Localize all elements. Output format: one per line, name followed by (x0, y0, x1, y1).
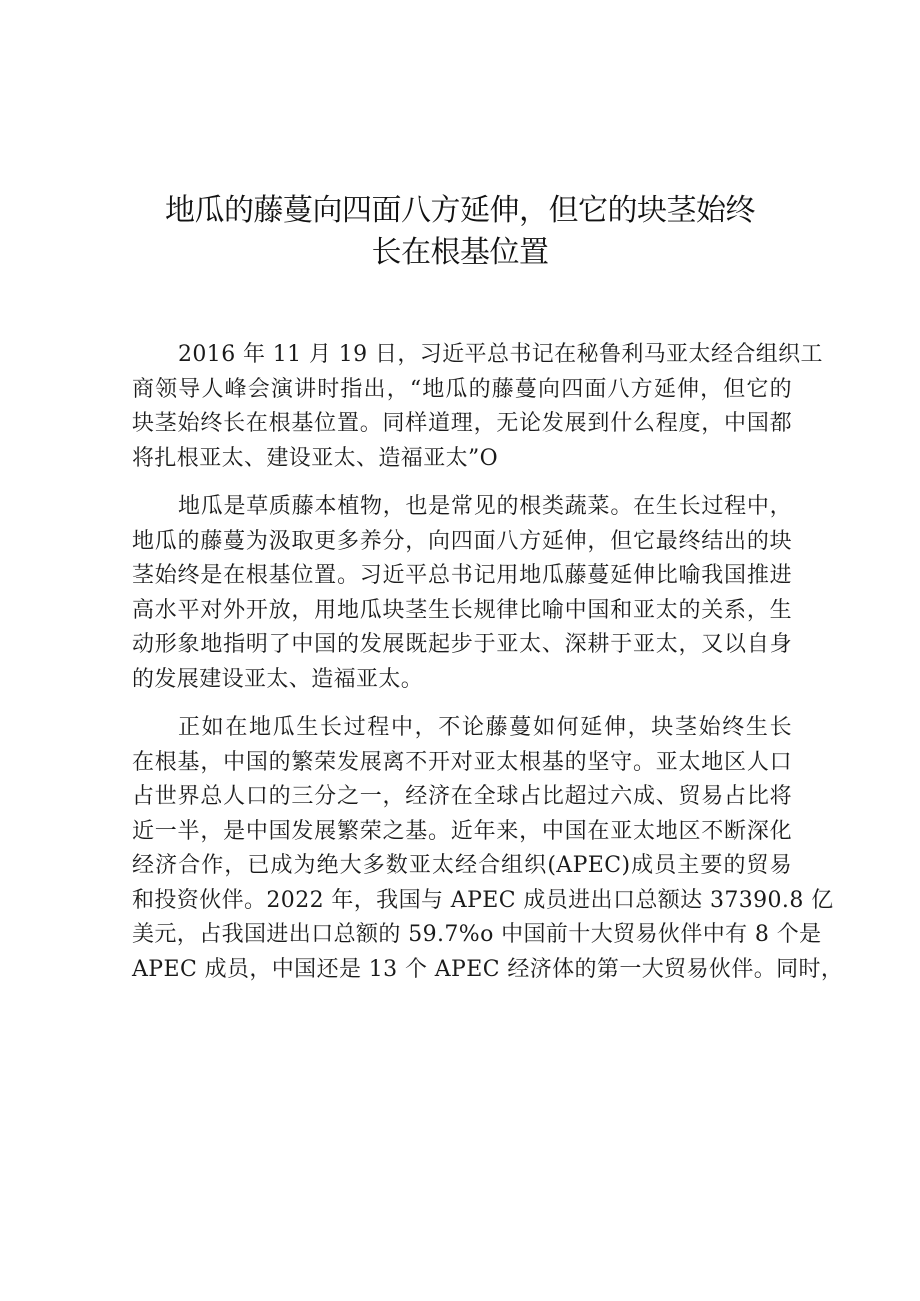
paragraph-line: 和投资伙伴。2022 年，我国与 APEC 成员进出口总额达 37390.8 亿 (132, 887, 834, 913)
paragraph-line: 美元，占我国进出口总额的 59.7%o 中国前十大贸易伙伴中有 8 个是 (132, 922, 822, 947)
paragraph-2 (132, 490, 792, 697)
paragraph-line: 的发展建设亚太、造福亚太。 (132, 666, 424, 692)
paragraph-line: 占世界总人口的三分之一，经济在全球占比超过六成、贸易占比将 (132, 784, 792, 809)
paragraph-line: 经济合作，已成为绝大多数亚太经合组织(APEC)成员主要的贸易 (132, 853, 792, 878)
document-body (132, 338, 844, 1001)
paragraph-line: 高水平对外开放，用地瓜块茎生长规律比喻中国和亚太的关系，生 (132, 597, 792, 623)
paragraph-line: 2016 年 11 月 19 日，习近平总书记在秘鲁利马亚太经合组织工 (178, 342, 823, 367)
paragraph-line: 动形象地指明了中国的发展既起步于亚太、深耕于亚太，又以自身 (132, 632, 792, 657)
paragraph-1 (132, 338, 823, 476)
paragraph-line: 地瓜的藤蔓为汲取更多养分，向四面八方延伸，但它最终结出的块 (132, 528, 792, 554)
paragraph-line: APEC 成员，中国还是 13 个 APEC 经济体的第一大贸易伙伴。同时， (132, 956, 844, 982)
title-line: 地瓜的藤蔓向四面八方延伸，但它的块茎始终 (165, 193, 755, 228)
paragraph-line: 将扎根亚太、建设亚太、造福亚太”O (132, 445, 499, 471)
paragraph-line: 地瓜是草质藤本植物，也是常见的根类蔬菜。在生长过程中， (178, 494, 792, 519)
paragraph-3 (132, 711, 844, 987)
paragraph-line: 茎始终是在根基位置。习近平总书记用地瓜藤蔓延伸比喻我国推进 (132, 563, 792, 588)
paragraph-line: 块茎始终长在根基位置。同样道理，无论发展到什么程度，中国都 (132, 411, 792, 436)
paragraph-line: 在根基，中国的繁荣发展离不开对亚太根基的坚守。亚太地区人口 (132, 749, 792, 775)
paragraph-line: 正如在地瓜生长过程中，不论藤蔓如何延伸，块茎始终生长 (178, 715, 792, 740)
document-title (120, 190, 800, 274)
paragraph-line: 近一半，是中国发展繁荣之基。近年来，中国在亚太地区不断深化 (132, 818, 792, 844)
paragraph-line: 商领导人峰会演讲时指出，“地瓜的藤蔓向四面八方延伸，但它的 (132, 376, 792, 402)
title-line: 长在根基位置 (371, 235, 549, 270)
